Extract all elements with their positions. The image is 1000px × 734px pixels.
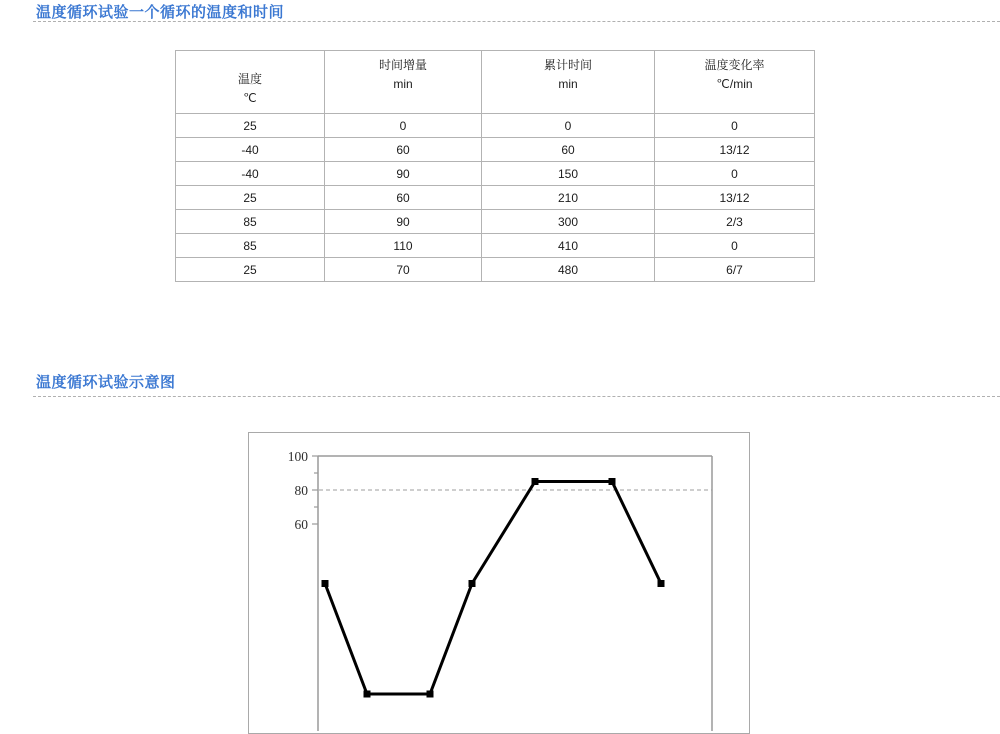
- table-cell: 6/7: [655, 258, 815, 282]
- y-axis-label-100: 100: [287, 449, 308, 464]
- temp-profile-line: [325, 482, 661, 695]
- table-row: [176, 186, 815, 210]
- col-header-unit: ℃/min: [716, 77, 753, 91]
- table-cell: 13/12: [655, 186, 815, 210]
- table-cell: 480: [482, 258, 655, 282]
- table-cell: 2/3: [655, 210, 815, 234]
- table-row: [176, 162, 815, 186]
- col-header-time-increment: [325, 51, 482, 114]
- table-cell: 85: [176, 210, 325, 234]
- table-cell: 60: [325, 186, 482, 210]
- table-cell: 150: [482, 162, 655, 186]
- table-cell: 110: [325, 234, 482, 258]
- table-cell: 13/12: [655, 138, 815, 162]
- temperature-cycle-chart: [248, 432, 750, 734]
- table-cell: 410: [482, 234, 655, 258]
- table-cell: 60: [325, 138, 482, 162]
- temperature-cycle-table: [175, 50, 815, 282]
- col-header-unit: min: [393, 77, 413, 91]
- section-title-cycle-diagram: 温度循环试验示意图: [36, 374, 176, 391]
- table-header-row: [176, 51, 815, 114]
- y-axis-label-80: 80: [294, 483, 308, 498]
- table-cell: 70: [325, 258, 482, 282]
- temp-profile-markers: [322, 478, 665, 698]
- table-cell: 210: [482, 186, 655, 210]
- table-row: [176, 258, 815, 282]
- table-cell: 0: [482, 114, 655, 138]
- col-header-label: 时间增量: [378, 58, 427, 72]
- col-header-label: 温度: [237, 72, 262, 86]
- section-title-cycle-table: 温度循环试验一个循环的温度和时间: [36, 4, 285, 21]
- table-cell: 25: [176, 258, 325, 282]
- table-cell: 0: [655, 234, 815, 258]
- table-cell: 25: [176, 186, 325, 210]
- col-header-unit: ℃: [243, 91, 257, 105]
- table-row: [176, 210, 815, 234]
- table-cell: 25: [176, 114, 325, 138]
- table-row: [176, 138, 815, 162]
- table-row: [176, 114, 815, 138]
- col-header-label: 温度变化率: [704, 58, 765, 72]
- header-spacer: [176, 51, 324, 70]
- col-header-unit: min: [558, 77, 578, 91]
- table-cell: 300: [482, 210, 655, 234]
- y-axis-label-60: 60: [294, 517, 308, 532]
- table-row: [176, 234, 815, 258]
- section-divider: [33, 396, 1000, 397]
- col-header-label: 累计时间: [543, 58, 592, 72]
- col-header-temp-change-rate: [655, 51, 815, 114]
- section-divider: [33, 21, 1000, 22]
- table-cell: 85: [176, 234, 325, 258]
- table-cell: -40: [176, 138, 325, 162]
- table-cell: 0: [325, 114, 482, 138]
- table-cell: 60: [482, 138, 655, 162]
- col-header-cumulative-time: [482, 51, 655, 114]
- table-cell: 90: [325, 162, 482, 186]
- table-cell: 0: [655, 114, 815, 138]
- table-cell: -40: [176, 162, 325, 186]
- table-cell: 90: [325, 210, 482, 234]
- table-cell: 0: [655, 162, 815, 186]
- col-header-temperature: [176, 51, 325, 114]
